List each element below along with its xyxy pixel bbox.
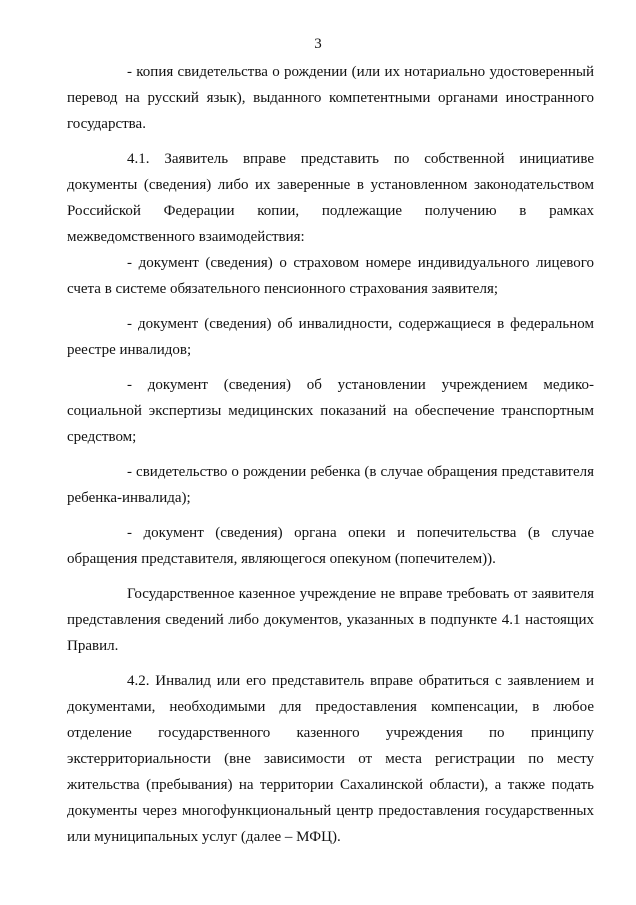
paragraph-4-1: 4.1. Заявитель вправе представить по собственной инициативе документы (сведения) либо их заверенные в установленном законодательством Российской Федерации копии, подлежащие получению в рамках межведомственного взаимодействия: xyxy=(67,151,594,245)
list-item-child-birth-certificate: - свидетельство о рождении ребенка (в случае обращения представителя ребенка-инвалида); xyxy=(67,464,594,506)
page-number: 3 xyxy=(314,36,322,52)
document-body xyxy=(67,59,594,850)
list-item-disability-registry: - документ (сведения) об инвалидности, содержащиеся в федеральном реестре инвалидов; xyxy=(67,316,594,358)
list-item-medical-indications: - документ (сведения) об установлении учреждением медико-социальной экспертизы медицинских показаний на обеспечение транспортным средством; xyxy=(67,377,594,445)
paragraph-institution-restriction: Государственное казенное учреждение не вправе требовать от заявителя представления сведений либо документов, указанных в подпункте 4.1 настоящих Правил. xyxy=(67,586,594,654)
paragraph-birth-certificate-copy: - копия свидетельства о рождении (или их нотариально удостоверенный перевод на русский язык), выданного компетентными органами иностранного государства. xyxy=(67,64,594,132)
list-item-insurance-number: - документ (сведения) о страховом номере индивидуального лицевого счета в системе обязательного пенсионного страхования заявителя; xyxy=(67,255,594,297)
paragraph-4-2: 4.2. Инвалид или его представитель вправе обратиться с заявлением и документами, необходимыми для предоставления компенсации, в любое отделение государственного казенного учреждения по принципу экстерриториальности (вне зависимости от места регистрации по месту жительства (пребывания) на территории Сахалинской области), а также подать документы через многофункциональный центр предоставления государственных или муниципальных услуг (далее – МФЦ). xyxy=(67,673,594,845)
list-item-guardianship-authority: - документ (сведения) органа опеки и попечительства (в случае обращения представителя, являющегося опекуном (попечителем)). xyxy=(67,525,594,567)
